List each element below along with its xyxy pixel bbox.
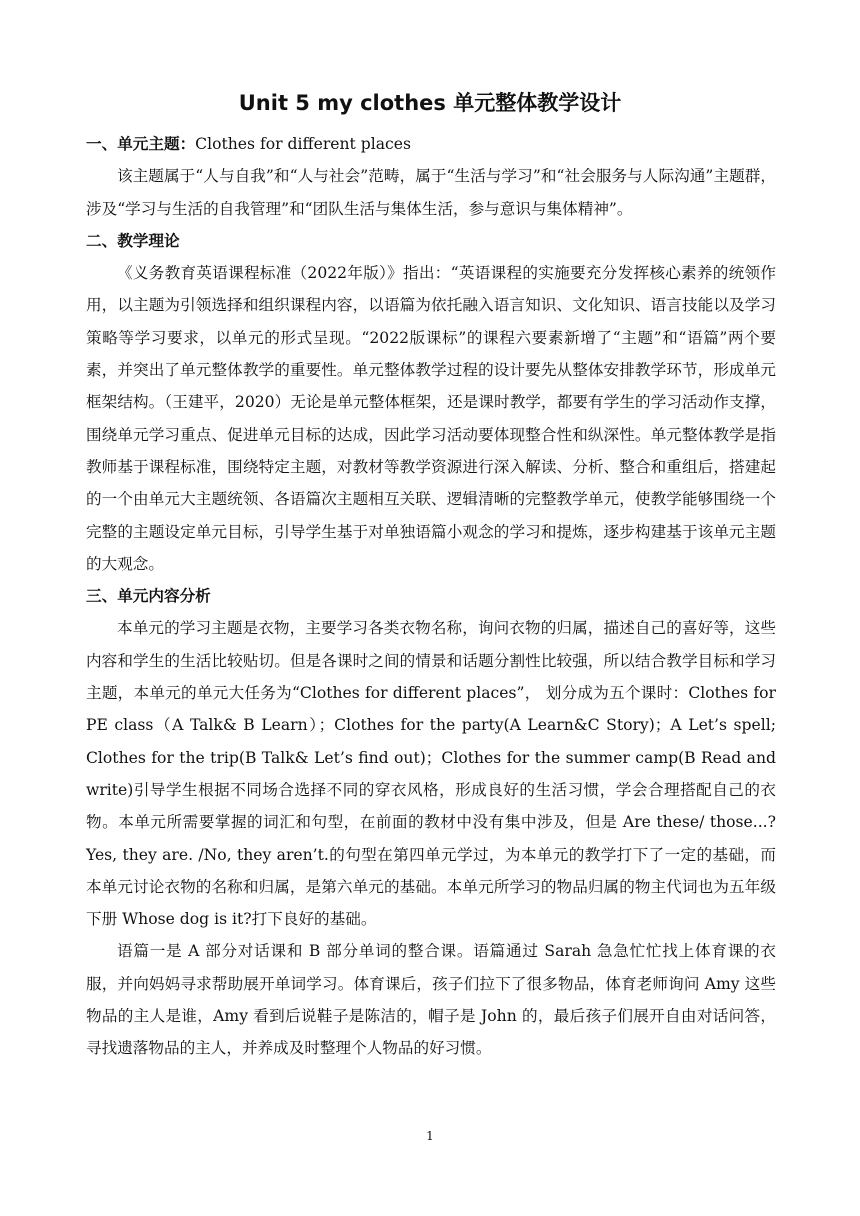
- paragraph: 《义务教育英语课程标准（2022年版）》指出：“英语课程的实施要充分发挥核心素养的统领作用，以主题为引领选择和组织课程内容，以语篇为依托融入语言知识、文化知识、语言技能以及学习策略等学习要求，以单元的形式呈现。“2022版课标”的课程六要素新增了“主题”和“语篇”两个要素，并突出了单元整体教学的重要性。单元整体教学过程的设计要先从整体安排教学环节，形成单元框架结构。（王建平，2020）无论是单元整体框架，还是课时教学，都要有学生的学习活动作支撑，围绕单元学习重点、促进单元目标的达成，因此学习活动要体现整合性和纵深性。单元整体教学是指教师基于课程标准，围绕特定主题，对教材等教学资源进行深入解读、分析、整合和重组后，搭建起的一个由单元大主题统领、各语篇次主题相互关联、逻辑清晰的完整教学单元，使教学能够围绕一个完整的主题设定单元目标，引导学生基于对单独语篇小观念的学习和提炼，逐步构建基于该单元主题的大观念。: [86, 264, 776, 573]
- paragraph: 本单元的学习主题是衣物，主要学习各类衣物名称，询问衣物的归属，描述自己的喜好等，这些内容和学生的生活比较贴切。但是各课时之间的情景和话题分割性比较强，所以结合教学目标和学习主题，本单元的单元大任务为“Clothes for different places”， 划分成为五个课时：Clothes for PE class（A Talk& B Learn）；Clothes for the party(A Learn&C Story)；A Let’s spell; Clothes for the trip(B Talk& Let’s find out)；Clothes for the summer camp(B Read and write)引导学生根据不同场合选择不同的穿衣风格，形成良好的生活习惯，学会合理搭配自己的衣物。本单元所需要掌握的词汇和句型，在前面的教材中没有集中涉及，但是 Are these/ those...? Yes, they are. /No, they aren’t.的句型在第四单元学过，为本单元的教学打下了一定的基础，而本单元讨论衣物的名称和归属，是第六单元的基础。本单元所学习的物品归属的物主代词也为五年级下册 Whose dog is it?打下良好的基础。: [86, 619, 776, 929]
- unit-theme-text: Clothes for different places: [195, 135, 412, 153]
- page-number: 1: [426, 1129, 434, 1143]
- paragraph: 语篇一是 A 部分对话课和 B 部分单词的整合课。语篇通过 Sarah 急急忙忙找上体育课的衣服，并向妈妈寻求帮助展开单词学习。体育课后，孩子们拉下了很多物品，体育老师询问 Amy 这些物品的主人是谁，Amy 看到后说鞋子是陈洁的，帽子是 John 的，最后孩子们展开自由对话问答，寻找遗落物品的主人，并养成及时整理个人物品的好习惯。: [86, 942, 776, 1058]
- document-title: Unit 5 my clothes 单元整体教学设计: [238, 91, 622, 115]
- section-heading-unit-theme: [86, 128, 776, 160]
- paragraph: 该主题属于“人与自我”和“人与社会”范畴，属于“生活与学习”和“社会服务与人际沟通”主题群，涉及“学习与生活的自我管理”和“团队生活与集体生活，参与意识与集体精神”。: [86, 167, 776, 218]
- section-1-heading: 一、单元主题：: [86, 135, 196, 153]
- section-heading-content-analysis: 三、单元内容分析: [86, 587, 211, 606]
- document-body: [86, 128, 776, 1065]
- section-heading-teaching-theory: 二、教学理论: [86, 231, 180, 250]
